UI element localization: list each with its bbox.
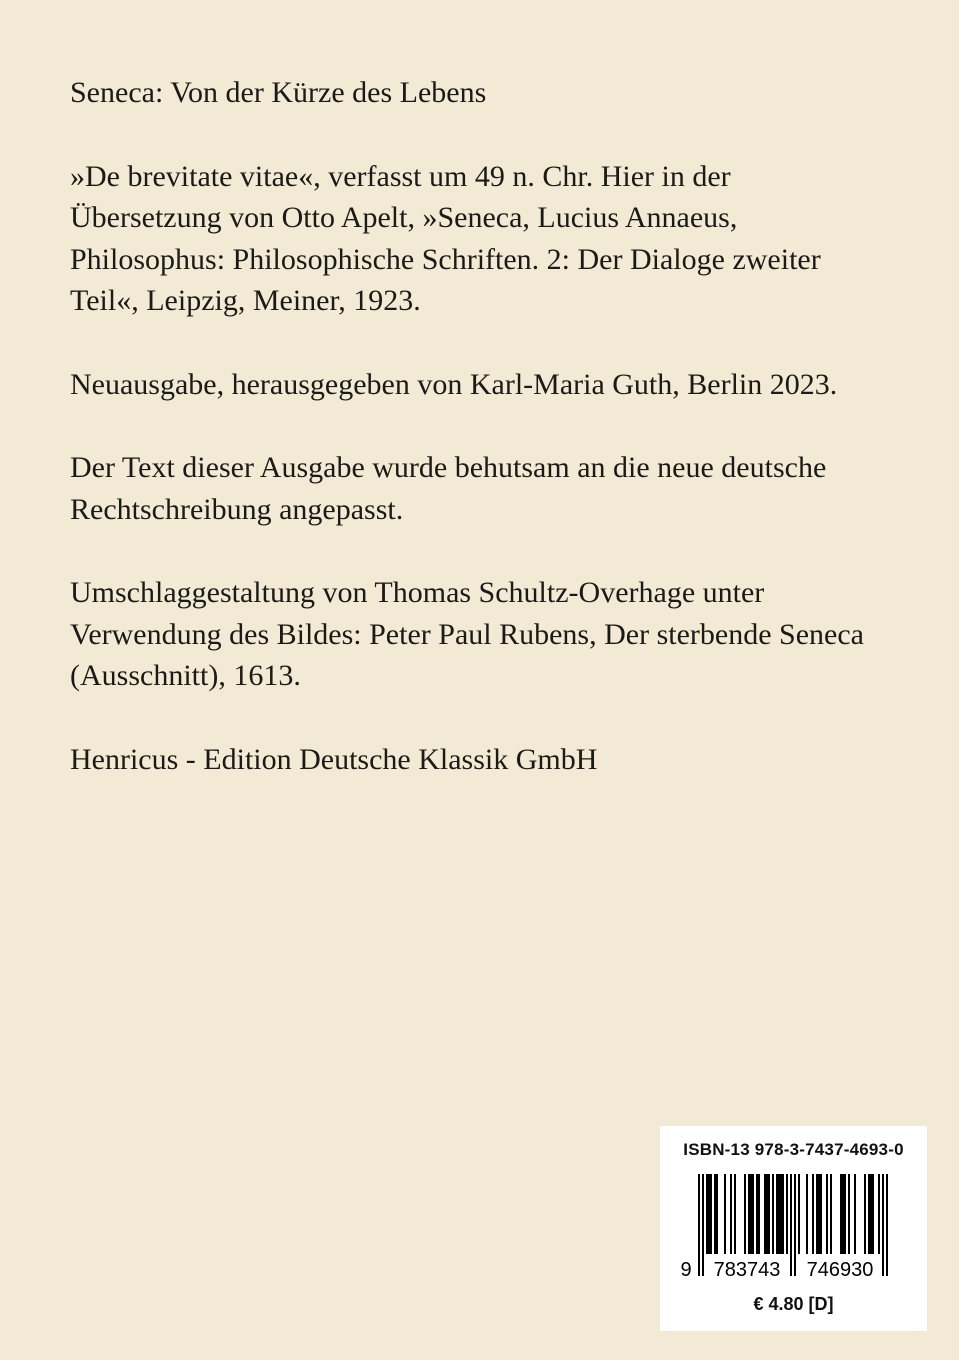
barcode-bar xyxy=(724,1174,726,1254)
barcode-digits-left: 783743 xyxy=(713,1259,781,1281)
barcode-bar xyxy=(868,1174,870,1254)
barcode-digit-first: 9 xyxy=(680,1259,692,1281)
barcode-bar xyxy=(776,1174,778,1254)
barcode-bar xyxy=(830,1174,832,1254)
barcode-bar xyxy=(848,1174,850,1254)
cover-design-paragraph: Umschlaggestaltung von Thomas Schultz-Overhage unter Verwendung des Bildes: Peter Paul Rubens, Der sterbende Seneca (Ausschnitt), 1613. xyxy=(70,576,864,692)
barcode-bar xyxy=(870,1174,872,1254)
barcode-bar xyxy=(816,1174,818,1254)
barcode-bar xyxy=(772,1174,774,1254)
barcode-bar xyxy=(818,1174,820,1254)
barcode-bar xyxy=(786,1174,788,1254)
barcode-bar xyxy=(768,1174,770,1254)
barcode-bar xyxy=(778,1174,780,1254)
barcode-bar xyxy=(710,1174,712,1254)
barcode-bar xyxy=(714,1174,716,1254)
isbn-barcode-box xyxy=(660,1126,927,1331)
barcode-bar xyxy=(798,1174,800,1254)
barcode-bar xyxy=(750,1174,752,1254)
barcode-guard-bar xyxy=(886,1174,888,1276)
barcode-bar xyxy=(826,1174,828,1254)
ean13-barcode xyxy=(674,1170,914,1282)
barcode-bar xyxy=(872,1174,874,1254)
barcode-guard-bar xyxy=(702,1174,704,1276)
barcode-guard-bar xyxy=(790,1174,792,1276)
barcode-bar xyxy=(820,1174,822,1254)
barcode-bar xyxy=(842,1174,844,1254)
barcode-bar xyxy=(782,1174,784,1254)
barcode-bar xyxy=(878,1174,880,1254)
barcode-bar xyxy=(752,1174,754,1254)
barcode-bar xyxy=(758,1174,760,1254)
barcode-bar xyxy=(806,1174,808,1254)
barcode-digits-right: 746930 xyxy=(806,1259,874,1281)
barcode-bar xyxy=(844,1174,846,1254)
source-paragraph: »De brevitate vitae«, verfasst um 49 n. Chr. Hier in der Übersetzung von Otto Apelt, »Seneca, Lucius Annaeus, Philosophus: Philosophische Schriften. 2: Der Dialoge zweiter Teil«, Leipzig, Meiner, 1923. xyxy=(70,159,821,317)
book-title: Seneca: Von der Kürze des Lebens xyxy=(70,76,487,109)
barcode-bar xyxy=(744,1174,746,1254)
barcode-bar xyxy=(840,1174,842,1254)
isbn-label: ISBN-13 978-3-7437-4693-0 xyxy=(683,1140,904,1159)
barcode-bar xyxy=(748,1174,750,1254)
barcode-bar xyxy=(730,1174,732,1254)
barcode-bar xyxy=(764,1174,766,1254)
barcode-bar xyxy=(854,1174,856,1254)
barcode-bar xyxy=(766,1174,768,1254)
price-label: € 4.80 [D] xyxy=(753,1294,834,1314)
barcode-bar xyxy=(756,1174,758,1254)
barcode-bar xyxy=(706,1174,708,1254)
publisher-line: Henricus - Edition Deutsche Klassik GmbH xyxy=(70,742,598,776)
orthography-paragraph: Der Text dieser Ausgabe wurde behutsam an die neue deutsche Rechtschreibung angepasst. xyxy=(70,451,827,526)
barcode-guard-bar xyxy=(882,1174,884,1276)
barcode-bar xyxy=(716,1174,718,1254)
barcode-guard-bar xyxy=(698,1174,700,1276)
edition-paragraph: Neuausgabe, herausgegeben von Karl-Maria Guth, Berlin 2023. xyxy=(70,367,838,401)
barcode-bar xyxy=(780,1174,782,1254)
back-cover-text xyxy=(70,72,910,822)
barcode-bar xyxy=(734,1174,736,1254)
barcode-bar xyxy=(812,1174,814,1254)
barcode-bar xyxy=(708,1174,710,1254)
barcode-bar xyxy=(864,1174,866,1254)
barcode-guard-bar xyxy=(794,1174,796,1276)
